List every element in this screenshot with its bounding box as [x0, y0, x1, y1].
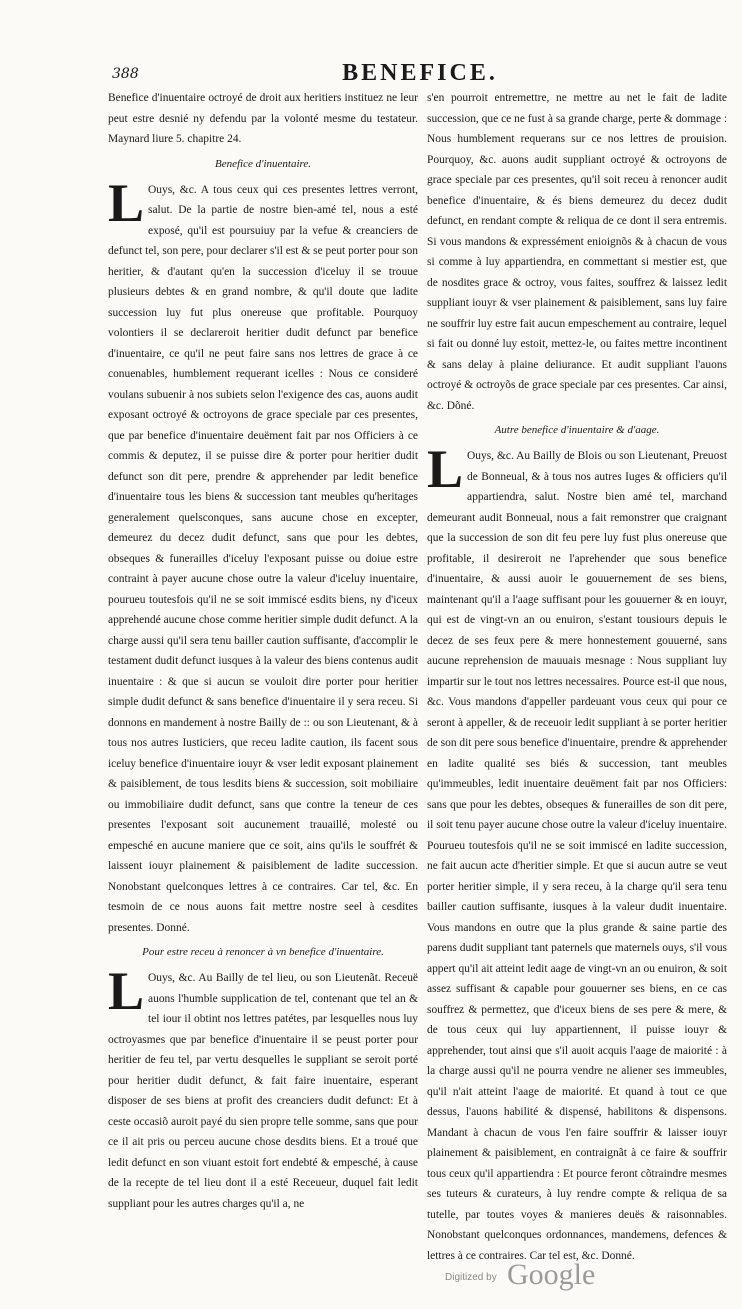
letter-paragraph: [108, 961, 418, 1214]
drop-cap: L: [427, 439, 464, 499]
left-column: [108, 88, 418, 1214]
google-watermark: [445, 1258, 625, 1298]
digitized-by-text: Digitized by: [445, 1272, 497, 1283]
letter-paragraph: [427, 439, 727, 1266]
right-column: [427, 88, 727, 1266]
google-logo: Google: [507, 1258, 596, 1291]
running-title: BENEFICE.: [342, 60, 498, 86]
letter-paragraph: [108, 172, 418, 939]
paragraph-text: Ouys, &c. A tous ceux qui ces presentes lettres verront, salut. De la partie de nostre bien-amé tel, nous a esté exposé, qu'il est poursuiuy par la vefue & creanciers de defunct tel, son pere, pour declarer s'il est & se peut porter pour son heritier, & d'autant qu'en la succession d'iceluy il se trouue plusieurs debtes & en grand nombre, & qu'il doute que ladite succession luy fut plus onereuse que profitable. Pourquoy volontiers il se declareroit heritier dudit defunct par benefice d'inuentaire, ce qu'il ne peut faire sans nos lettres de grace à ce conuenables, humblement requerant icelles : Nous ce consideré voulans subuenir à nos subiets selon l'exigence des cas, auons audit exposant octroyé & octroyons de grace speciale par ces presentes, que par benefice d'inuentaire deuëment fait par nos Officiers à ce commis & deputez, il se puisse dire & porter pour heritier dudit defunct son dit pere, prendre & apprehender par ledit benefice d'inuentaire tous les biens & succession tant meubles qu'heritages generalement quelsconques, sans aucune chose en excepter, demeurez du decez dudit defunct, sans que pour les debtes, obseques & funerailles d'iceluy l'exposant puisse ou doiue estre contraint à payer aucune chose outre la valeur d'iceluy inuentaire, pourueu toutesfois qu'il ne se soit immiscé esdits biens, ny d'iceux apprehendé aucune chose comme heritier simple dudit defunct. A la charge aussi qu'il sera tenu bailler caution suffisante, d'accomplir le testament dudit defunct iusques à la valeur des biens contenus audit inuentaire : & que si aucun se vouloit dire porter pour heritier simple dudit defunct & sans benefice d'inuentaire il y sera receu. Si donnons en mandement à nostre Bailly de :: ou son Lieutenant, & à tous nos autres Iusticiers, que receu ladite caution, ils facent sous iceluy benefice d'inuentaire iouyr & vser ledit exposant plainement & paisiblement, de tous lesdits biens & succession, soit mobiliaire ou immobiliaire dudit defunct, sans que contre la teneur de ces presentes l'exposant soit aucunement trauaillé, molesté ou empesché en aucune maniere que ce soit, ains qu'ils le souffrét & laissent iouyr plainement & paisiblement de ladite succession. Nonobstant quelconques lettres à ce contraires. Car tel, &c. En tesmoin de ce nous auons fait mettre nostre seel à cesdites presentes. Donné.: [108, 183, 418, 934]
drop-cap: L: [108, 961, 145, 1021]
paragraph-text: Ouys, &c. Au Bailly de Blois ou son Lieutenant, Preuost de Bonneual, & à tous nos autres Iuges & officiers qu'il appartiendra, salut. Nostre bien amé tel, marchand demeurant audit Bonneual, nous a fait remonstrer que craignant que la succession de son dit feu pere luy fust plus onereuse que profitable, il desireroit ne l'aprehender que sous benefice d'inuentaire, & aussi auoir le gouuernement de ses biens, maintenant qu'il a l'aage suffisant pour les gouuerner & en iouyr, qui est de vingt-vn an ou enuiron, s'estant tousiours depuis le decez de ses feux pere & mere honnestement gouuerné, sans aucune reprehension de mauuais mesnage : Nous suppliant luy impartir sur le tout nos lettres necessaires. Pource est-il que nous, &c. Vous mandons d'appeller pardeuant vous ceux qui pour ce seront à appeller, & de receuoir ledit suppliant à se porter heritier de son dit pere sous benefice d'inuentaire, prendre & apprehender en ladite qualité ses biés & succession, tant meubles qu'immeubles, ledit inuentaire deuëment fait par nos Officiers: sans que pour les debtes, obseques & funerailles de son dit pere, il soit tenu payer aucune chose outre la valeur d'iceluy inuentaire. Pourueu toutesfois qu'il ne se soit immiscé en ladite succession, ne fait aucun acte d'heritier simple. Et que si aucun autre se veut porter heritier simple, il y sera receu, à la charge qu'il sera tenu bailler caution suffisante, iusques à la valeur dudit inuentaire. Vous mandons en outre que la plus grande & saine partie des parens dudit suppliant tant paternels que maternels ouys, s'il vous appert qu'il ait atteint ledit aage de vingt-vn an ou enuiron, & soit assez suffisant & capable pour gouuerner ses biens, en ce cas souffrez & permettez, que d'iceux biens de ses pere & mere, & de tous ceux qui luy appartiennent, il puisse iouyr & apprehender, tout ainsi que s'il auoit acquis l'aage de maiorité : à la charge aussi qu'il ne pourra vendre ne aliener ses immeubles, qu'il n'ait atteint l'aage de maiorité. Et quand à tout ce que dessus, l'auons habilité & dispensé, habilitons & dispensons. Mandant à chacun de vous l'en faire souffrir & laisser iouyr plainement & paisiblement, en contraignãt à ce faire & souffrir tous ceux qu'il appartiendra : Et pource feront cõtraindre mesmes ses tuteurs & curateurs, à luy rendre compte & reliqua de sa tutelle, par toutes voyes & manieres deuës & raisonnables. Nonobstant quelconques ordonnances, mandemens, defences & lettres à ce contraires. Car tel est, &c. Donné.: [427, 450, 727, 1262]
drop-cap: L: [108, 172, 145, 233]
section-heading: Autre benefice d'inuentaire & d'aage.: [494, 424, 660, 436]
page-header: [112, 60, 728, 90]
section-heading: Benefice d'inuentaire.: [214, 157, 312, 170]
continued-paragraph: s'en pourroit entremettre, ne mettre au net le fait de ladite succession, que ce ne fust à sa grande charge, perte & dommage : Nous humblement requerans sur ce nos lettres de prouision. Pourquoy, &c. auons audit suppliant octroyé & octroyons de grace speciale par ces presentes, qu'il soit receu à renoncer audit benefice d'inuentaire, & és biens demeurez du decez dudit defunct, en rendant compte & reliqua de ce dont il sera entremis. Si vous mandons & expressément enioignõs & à chacun de vous si comme à luy appartiendra, en commettant si mestier est, que de nosdites grace & octroy, vous faites, souffrez & laissez ledit suppliant iouyr & vser plainement & paisiblement, sans luy faire ne souffrir luy estre fait aucun empeschement au contraire, lequel si fait ou donné luy estoit, mettez-le, ou faites mettre incontinent & sans delay à plaine deliurance. Et audit suppliant l'auons octroyé & octroyõs de grace speciale par ces presentes. Car ainsi, &c. Dõné.: [427, 92, 727, 412]
intro-paragraph: Benefice d'inuentaire octroyé de droit aux heritiers instituez ne leur peut estre desnié ny defendu par la volonté mesme du testateur. Maynard liure 5. chapitre 24.: [108, 92, 418, 145]
paragraph-text: Ouys, &c. Au Bailly de tel lieu, ou son Lieutenãt. Receuë auons l'humble supplication de tel, contenant que tel an & tel iour il obtint nos lettres patétes, par lesquelles nous luy octroyasmes que par benefice d'inuentaire il se peust porter pour heritier de feu tel, par vertu desquelles le suppliant se seroit porté pour heritier dudit defunct, & fait faire inuentaire, esperant disposer de ses biens at profit des creanciers dudit defunct: Et à ceste occasiõ auroit payé du sien propre telle somme, sans que pour ce il ait pris ou perceu aucune chose desdits biens. Et a troué que ledit defunct en son viuant estoit fort endebté & empesché, à cause de la recepte de tel lieu dont il a esté Receueur, duquel fait ledit suppliant pour les autres charges qu'il a, ne: [108, 972, 418, 1210]
section-heading: Pour estre receu à renoncer à vn benefice d'inuentaire.: [142, 946, 384, 958]
page-number: 388: [112, 66, 139, 82]
